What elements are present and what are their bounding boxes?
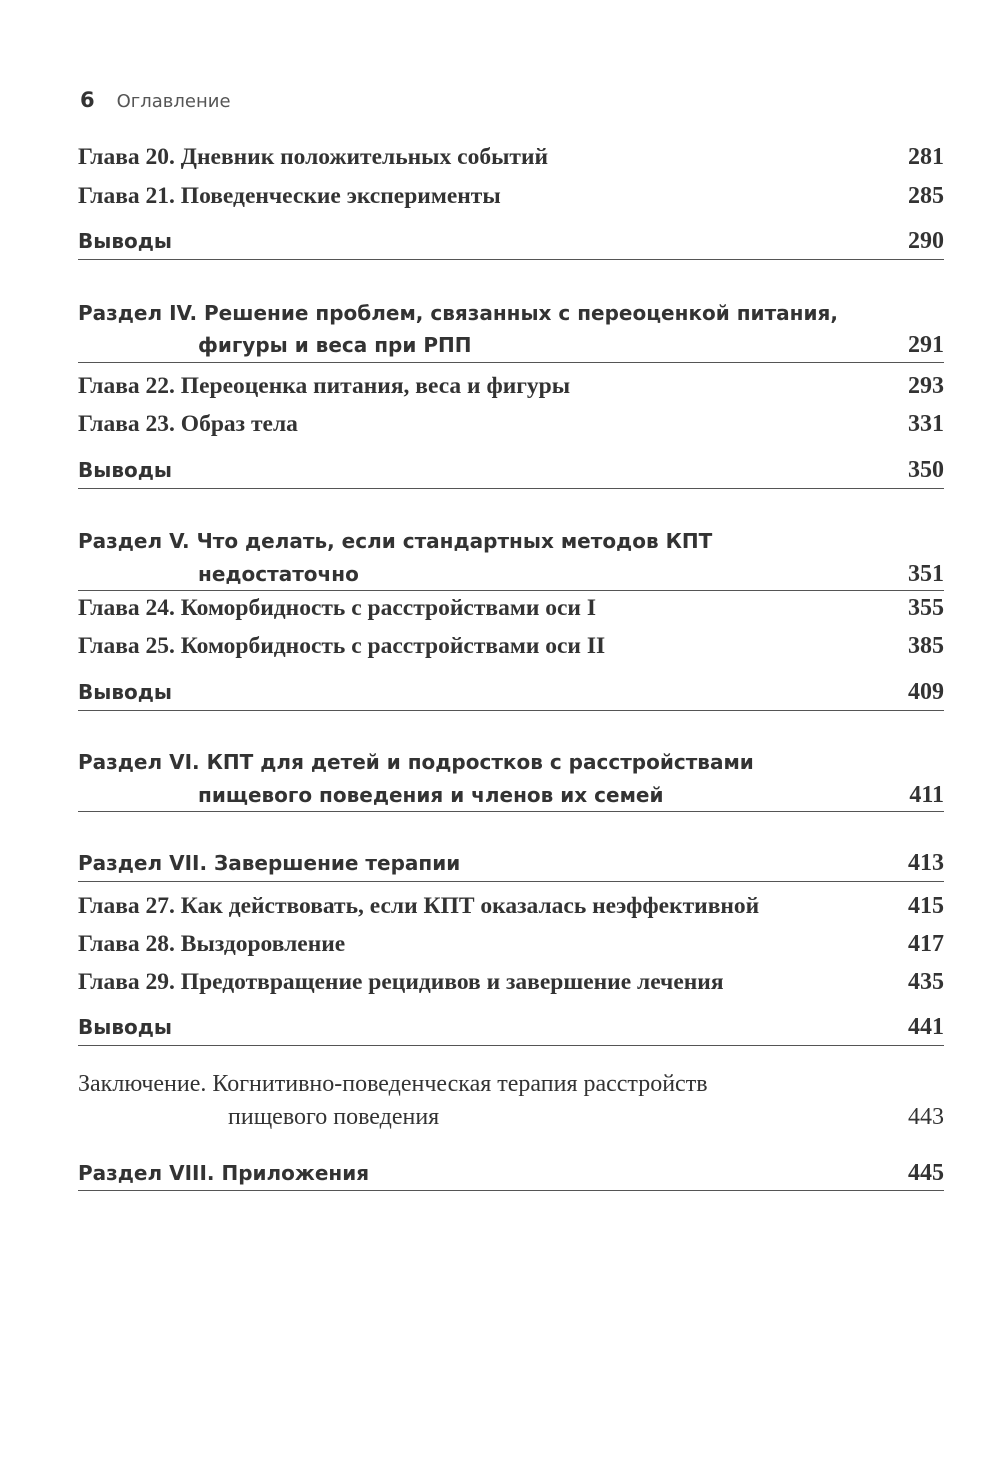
toc-entry-page: 290 <box>908 228 944 254</box>
toc-entry-title: Раздел IV. Решение проблем, связанных с переоценкой питания, <box>78 301 838 325</box>
divider-rule <box>78 259 944 260</box>
toc-entry-page: 443 <box>908 1104 944 1130</box>
toc-entry-title: Глава 21. Поведенческие эксперименты <box>78 183 501 209</box>
toc-entry-section-4[interactable] <box>78 301 944 325</box>
toc-entry-conclusions[interactable] <box>78 457 944 484</box>
toc-entry-chapter-25[interactable] <box>78 633 944 660</box>
toc-entry-page: 411 <box>909 782 944 808</box>
divider-rule <box>78 710 944 711</box>
toc-entry-page: 409 <box>908 679 944 705</box>
toc-entry-title: Раздел V. Что делать, если стандартных методов КПТ <box>78 529 713 553</box>
toc-entry-title: Раздел VIII. Приложения <box>78 1161 370 1185</box>
toc-entry-chapter-22[interactable] <box>78 373 944 400</box>
toc-entry-title: Глава 28. Выздоровление <box>78 931 346 957</box>
toc-entry-chapter-20[interactable] <box>78 144 944 171</box>
toc-entry-page: 355 <box>908 595 944 621</box>
toc-entry-title-continuation: пищевого поведения <box>228 1104 440 1130</box>
toc-entry-conclusions[interactable] <box>78 1014 944 1041</box>
toc-entry-title: Глава 27. Как действовать, если КПТ оказалась неэффективной <box>78 893 760 919</box>
toc-entry-page: 351 <box>908 561 944 587</box>
toc-entry-page: 285 <box>908 183 944 209</box>
divider-rule <box>78 1045 944 1046</box>
toc-entry-title: Раздел VII. Завершение терапии <box>78 851 461 875</box>
toc-entry-title: Выводы <box>78 458 172 482</box>
toc-entry-chapter-29[interactable] <box>78 969 944 996</box>
toc-entry-page: 293 <box>908 373 944 399</box>
page-number: 6 <box>80 88 95 112</box>
toc-entry-section-5-cont[interactable] <box>78 561 944 588</box>
toc-entry-title: Заключение. Когнитивно-поведенческая терапия расстройств <box>78 1071 708 1097</box>
toc-entry-page: 281 <box>908 144 944 170</box>
toc-entry-section-4-cont[interactable] <box>78 332 944 359</box>
toc-entry-page: 413 <box>908 850 944 876</box>
toc-entry-page: 385 <box>908 633 944 659</box>
toc-entry-title: Раздел VI. КПТ для детей и подростков с расстройствами <box>78 750 754 774</box>
toc-entry-title: Глава 29. Предотвращение рецидивов и завершение лечения <box>78 969 724 995</box>
toc-entry-chapter-27[interactable] <box>78 893 944 920</box>
toc-entry-page: 417 <box>908 931 944 957</box>
toc-entry-page: 435 <box>908 969 944 995</box>
divider-rule <box>78 362 944 363</box>
toc-entry-title: Глава 22. Переоценка питания, веса и фигуры <box>78 373 571 399</box>
toc-entry-title: Выводы <box>78 1015 172 1039</box>
divider-rule <box>78 811 944 812</box>
toc-entry-chapter-24[interactable] <box>78 595 944 622</box>
toc-entry-title: Глава 20. Дневник положительных событий <box>78 144 549 170</box>
divider-rule <box>78 881 944 882</box>
running-title: Оглавление <box>116 91 231 112</box>
toc-entry-page: 415 <box>908 893 944 919</box>
toc-entry-chapter-21[interactable] <box>78 183 944 210</box>
toc-entry-title: Глава 23. Образ тела <box>78 411 298 437</box>
divider-rule <box>78 488 944 489</box>
toc-entry-conclusions[interactable] <box>78 679 944 706</box>
toc-entry-section-8[interactable] <box>78 1160 944 1187</box>
divider-rule <box>78 1190 944 1191</box>
toc-entry-page: 331 <box>908 411 944 437</box>
toc-entry-page: 350 <box>908 457 944 483</box>
toc-entry-chapter-23[interactable] <box>78 411 944 438</box>
toc-entry-page: 291 <box>908 332 944 358</box>
toc-entry-title: Глава 25. Коморбидность с расстройствами оси II <box>78 633 606 659</box>
toc-entry-final-conclusion[interactable] <box>78 1071 944 1098</box>
toc-entry-page: 441 <box>908 1014 944 1040</box>
toc-entry-section-7[interactable] <box>78 850 944 877</box>
toc-entry-section-6[interactable] <box>78 750 944 774</box>
toc-entry-title-continuation: фигуры и веса при РПП <box>198 333 472 357</box>
toc-entry-chapter-28[interactable] <box>78 931 944 958</box>
toc-entry-section-5[interactable] <box>78 529 944 553</box>
toc-entry-title-continuation: недостаточно <box>198 562 359 586</box>
toc-entry-section-6-cont[interactable] <box>78 782 944 809</box>
toc-entry-title-continuation: пищевого поведения и членов их семей <box>198 783 664 807</box>
toc-entry-conclusions[interactable] <box>78 228 944 255</box>
toc-entry-final-conclusion-cont[interactable] <box>78 1104 944 1131</box>
toc-entry-title: Глава 24. Коморбидность с расстройствами оси I <box>78 595 596 621</box>
page-header <box>80 88 231 118</box>
toc-entry-title: Выводы <box>78 680 172 704</box>
toc-entry-title: Выводы <box>78 229 172 253</box>
divider-rule <box>78 590 944 591</box>
toc-entry-page: 445 <box>908 1160 944 1186</box>
